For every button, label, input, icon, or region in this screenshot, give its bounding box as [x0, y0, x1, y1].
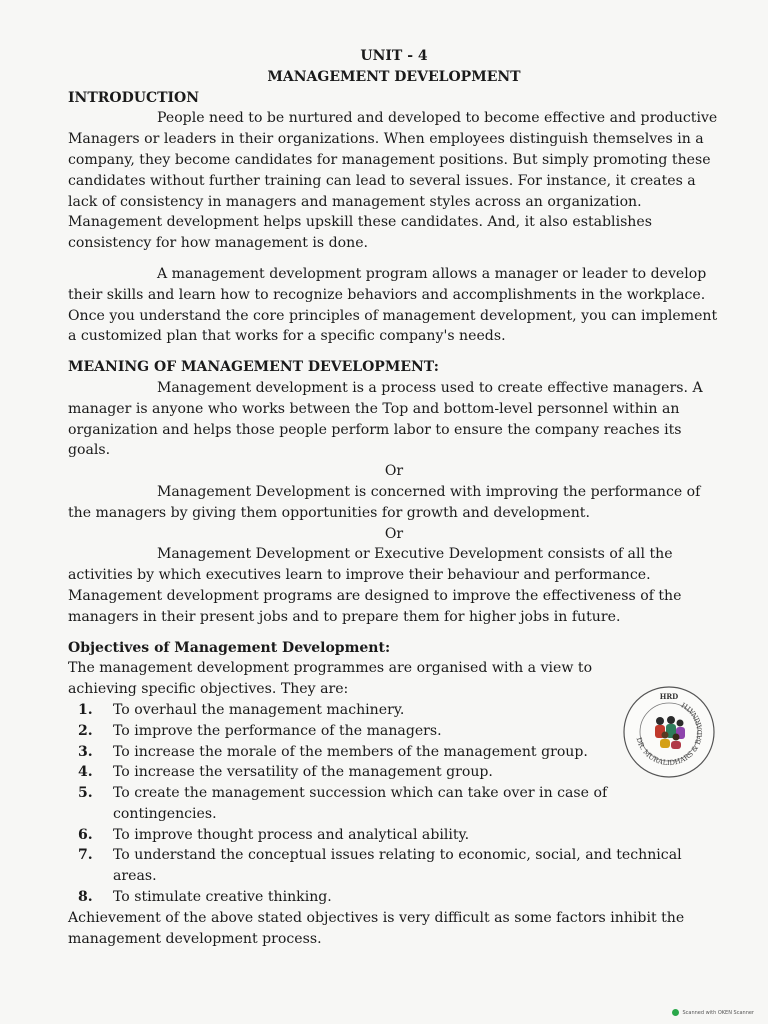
list-item: 5. To create the management succession which can take over in case of contingencies.	[78, 785, 608, 822]
or-separator-2: Or	[384, 525, 404, 542]
list-item: 1. To overhaul the management machinery.	[78, 701, 405, 718]
list-item: 7. To understand the conceptual issues relating to economic, social, and technical areas.	[78, 847, 682, 885]
intro-paragraph-2: A management development program allows a manager or leader to develop their skills and learn how to recognize behaviors and accomplishments in the workplace. Once you understand the core principles of management development, you can implement a customized plan that works for a specific company's needs.	[68, 265, 718, 345]
intro-paragraph-1: People need to be nurtured and developed to become effective and productive Managers or leaders in their organizations. When employees distinguish themselves in a company, they become candidates for management positions. But simply promoting these candidates without further training can lead to several issues. For instance, it creates a lack of consistency in managers and management styles across an organization. Management development helps upskill these candidates. And, it also establishes consistency for how management is done.	[68, 110, 718, 252]
or-separator-1: Or	[384, 463, 404, 480]
objectives-intro: The management development programmes are organised with a view to achieving specific objectives. They are:	[68, 660, 593, 698]
list-item: 2. To improve the performance of the managers.	[78, 722, 442, 739]
meaning-paragraph-2: Management Development is concerned with improving the performance of the managers by giving them opportunities for growth and development.	[68, 483, 701, 521]
list-item: 3. To increase the morale of the members of the management group.	[78, 743, 588, 760]
svg-text:DR. MURALIDHARS & BADARINATH: DR. MURALIDHARS & BADARINATH	[634, 700, 705, 768]
list-item: 8. To stimulate creative thinking.	[78, 889, 332, 906]
page-title: MANAGEMENT DEVELOPMENT	[267, 68, 521, 85]
svg-text:HRD: HRD	[659, 692, 679, 701]
objectives-heading: Objectives of Management Development:	[68, 639, 391, 656]
document-page	[68, 46, 720, 949]
list-item: 6. To improve thought process and analytical ability.	[78, 826, 470, 843]
list-item: 4. To increase the versatility of the management group.	[78, 764, 493, 781]
unit-label: UNIT - 4	[360, 48, 428, 64]
objectives-closing: Achievement of the above stated objectives is very difficult as some factors inhibit the management development process.	[68, 909, 685, 947]
meaning-paragraph-1: Management development is a process used to create effective managers. A manager is anyone who works between the Top and bottom-level personnel within an organization and helps those people perform labor to ensure the company reaches its goals.	[68, 379, 703, 459]
scanner-label: Scanned with OKEN Scanner	[682, 1009, 754, 1016]
intro-heading: INTRODUCTION	[68, 89, 200, 106]
meaning-paragraph-3: Management Development or Executive Development consists of all the activities by which executives learn to improve their behaviour and performance. Management development programs are designed to improve the effectiveness of the managers in their present jobs and to prepare them for higher jobs in future.	[68, 546, 682, 625]
scanner-logo-icon	[672, 1009, 679, 1016]
hrd-seal-logo	[622, 685, 716, 779]
meaning-heading: MEANING OF MANAGEMENT DEVELOPMENT:	[68, 359, 439, 376]
scanner-watermark	[672, 1009, 754, 1016]
